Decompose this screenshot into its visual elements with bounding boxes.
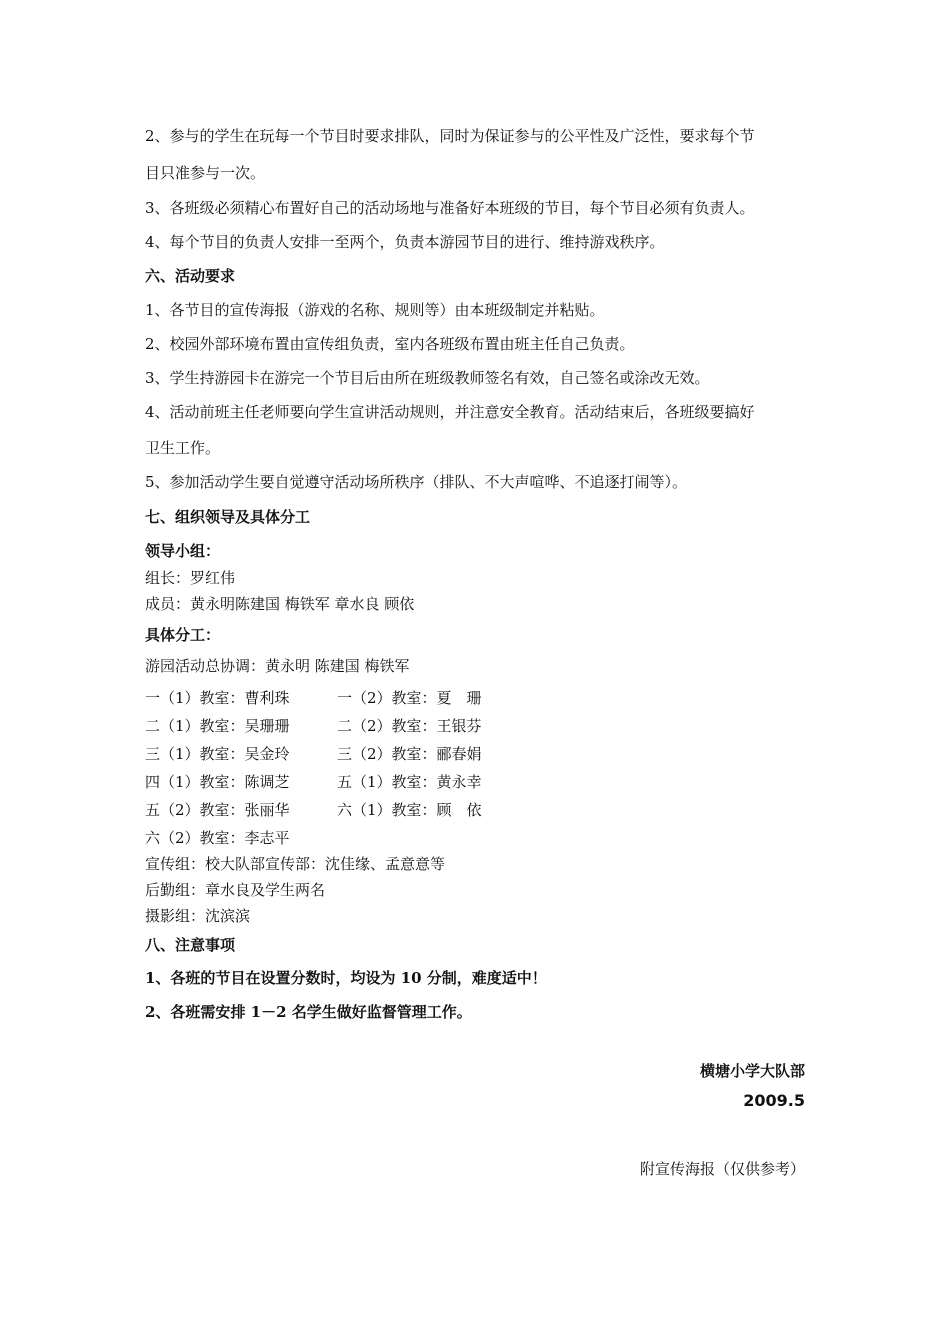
notice-2: 2、各班需安排 1－2 名学生做好监督管理工作。 [145,1003,472,1021]
coordinator-line: 游园活动总协调：黄永明 陈建国 梅铁军 [145,657,410,675]
paragraph-6-2: 2、校园外部环境布置由宣传组负责，室内各班级布置由班主任自己负责。 [145,335,635,353]
signature-date: 2009.5 [743,1091,805,1110]
paragraph-6-5: 5、参加活动学生要自觉遵守活动场所秩序（排队、不大声喧哗、不追逐打闹等）。 [145,473,688,491]
appendix-note: 附宣传海报（仅供参考） [639,1160,805,1178]
signature-org: 横塘小学大队部 [699,1062,805,1080]
division-heading: 具体分工： [145,626,221,644]
leader-line: 组长：罗红伟 [145,569,236,587]
photo-group: 摄影组：沈滨滨 [145,907,251,925]
paragraph-6-1: 1、各节目的宣传海报（游戏的名称、规则等）由本班级制定并粘贴。 [145,301,605,319]
publicity-group: 宣传组：校大队部宣传部：沈佳缘、孟意意等 [145,855,446,873]
logistics-group: 后勤组：章水良及学生两名 [145,881,326,899]
section-6-heading: 六、活动要求 [145,267,236,285]
room-assignment: 六（2）教室：李志平 [145,829,290,847]
paragraph-6-4: 4、活动前班主任老师要向学生宣讲活动规则，并注意安全教育。活动结束后，各班级要搞好 [145,403,755,421]
section-7-heading: 七、组织领导及具体分工 [145,508,311,526]
leader-group-heading: 领导小组： [145,542,221,560]
room-assignment: 五（2）教室：张丽华 [145,801,290,819]
paragraph-5-2: 2、参与的学生在玩每一个节目时要求排队，同时为保证参与的公平性及广泛性，要求每个节 [145,127,755,145]
paragraph-5-2-cont: 目只准参与一次。 [145,164,266,182]
room-assignment: 二（1）教室：吴珊珊 [145,717,290,735]
room-assignment: 一（1）教室：曹利珠 [145,689,290,707]
section-8-heading: 八、注意事项 [145,936,236,954]
room-assignment: 六（1）教室：顾 依 [337,801,482,819]
room-assignment: 三（1）教室：吴金玲 [145,745,290,763]
room-assignment: 一（2）教室：夏 珊 [337,689,482,707]
paragraph-5-4: 4、每个节目的负责人安排一至两个，负责本游园节目的进行、维持游戏秩序。 [145,233,665,251]
room-assignment: 四（1）教室：陈调芝 [145,773,290,791]
paragraph-6-4-cont: 卫生工作。 [145,439,221,457]
room-assignment: 二（2）教室：王银芬 [337,717,482,735]
notice-1: 1、各班的节目在设置分数时，均设为 10 分制，难度适中！ [145,969,547,987]
paragraph-5-3: 3、各班级必须精心布置好自己的活动场地与准备好本班级的节目，每个节目必须有负责人。 [145,199,755,217]
room-assignment: 五（1）教室：黄永幸 [337,773,482,791]
room-assignment: 三（2）教室：郦春娟 [337,745,482,763]
paragraph-6-3: 3、学生持游园卡在游完一个节目后由所在班级教师签名有效，自己签名或涂改无效。 [145,369,710,387]
members-line: 成员：黄永明陈建国 梅铁军 章水良 顾依 [145,595,415,613]
